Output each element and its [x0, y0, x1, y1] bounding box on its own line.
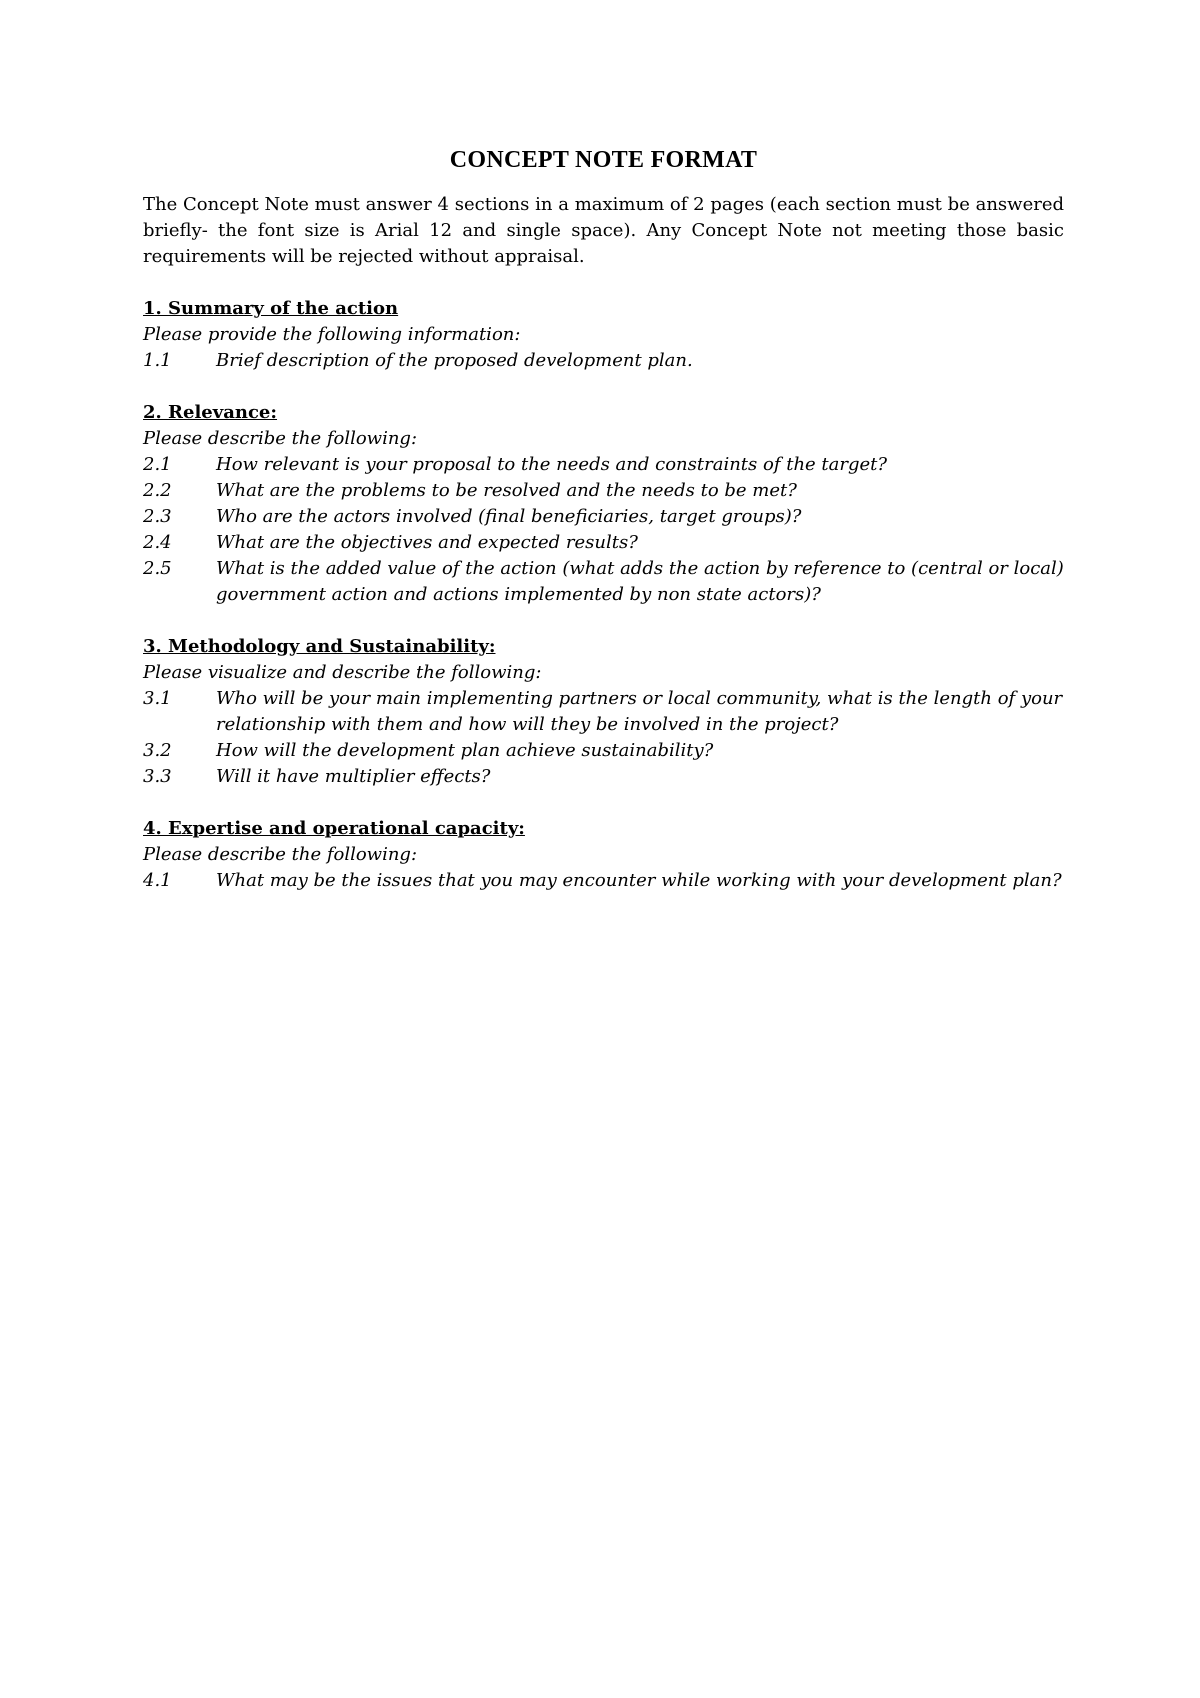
item-text: Will it have multiplier effects?	[216, 766, 491, 787]
section-heading: 2. Relevance:	[143, 402, 278, 423]
item-text: What may be the issues that you may encounter while working with your development plan?	[216, 870, 1062, 891]
item-text: Brief description of the proposed development plan.	[216, 350, 693, 371]
item-text: How will the development plan achieve sustainability?	[216, 740, 714, 761]
item-number: 2.3	[143, 506, 172, 527]
list-item	[143, 686, 1064, 738]
item-number: 2.2	[143, 480, 172, 501]
section-relevance	[143, 400, 1064, 608]
list-item	[143, 452, 1064, 478]
list-item	[143, 764, 1064, 790]
item-text: What is the added value of the action (what adds the action by reference to (central or local) government action and actions implemented by non state actors)?	[216, 558, 1064, 605]
item-number: 3.3	[143, 766, 172, 787]
item-text: How relevant is your proposal to the needs and constraints of the target?	[216, 454, 888, 475]
list-item	[143, 504, 1064, 530]
section-instruction: Please provide the following information:	[143, 324, 521, 345]
section-instruction: Please describe the following:	[143, 428, 418, 449]
item-number: 1.1	[143, 350, 172, 371]
section-heading: 4. Expertise and operational capacity:	[143, 818, 525, 839]
item-number: 2.4	[143, 532, 172, 553]
item-text: What are the objectives and expected results?	[216, 532, 638, 553]
section-instruction: Please describe the following:	[143, 844, 418, 865]
section-expertise	[143, 816, 1064, 894]
list-item	[143, 738, 1064, 764]
section-heading: 3. Methodology and Sustainability:	[143, 636, 496, 657]
item-number: 3.1	[143, 688, 172, 709]
section-summary	[143, 296, 1064, 374]
document-body	[143, 142, 1064, 894]
item-number: 2.1	[143, 454, 172, 475]
list-item	[143, 868, 1064, 894]
item-text: Who will be your main implementing partners or local community, what is the length of your relationship with them and how will they be involved in the project?	[216, 688, 1063, 735]
item-number: 3.2	[143, 740, 172, 761]
section-methodology	[143, 634, 1064, 790]
document-title: CONCEPT NOTE FORMAT	[449, 147, 758, 173]
list-item	[143, 348, 1064, 374]
item-number: 4.1	[143, 870, 172, 891]
list-item	[143, 530, 1064, 556]
item-number: 2.5	[143, 558, 172, 579]
item-text: What are the problems to be resolved and the needs to be met?	[216, 480, 797, 501]
section-heading: 1. Summary of the action	[143, 298, 399, 319]
item-text: Who are the actors involved (final beneficiaries, target groups)?	[216, 506, 802, 527]
list-item	[143, 556, 1064, 608]
section-instruction: Please visualize and describe the following:	[143, 662, 542, 683]
intro-paragraph: The Concept Note must answer 4 sections in a maximum of 2 pages (each section must be answered briefly- the font size is Arial 12 and single space). Any Concept Note not meeting those basic requirements will be rejected without appraisal.	[143, 194, 1064, 267]
list-item	[143, 478, 1064, 504]
